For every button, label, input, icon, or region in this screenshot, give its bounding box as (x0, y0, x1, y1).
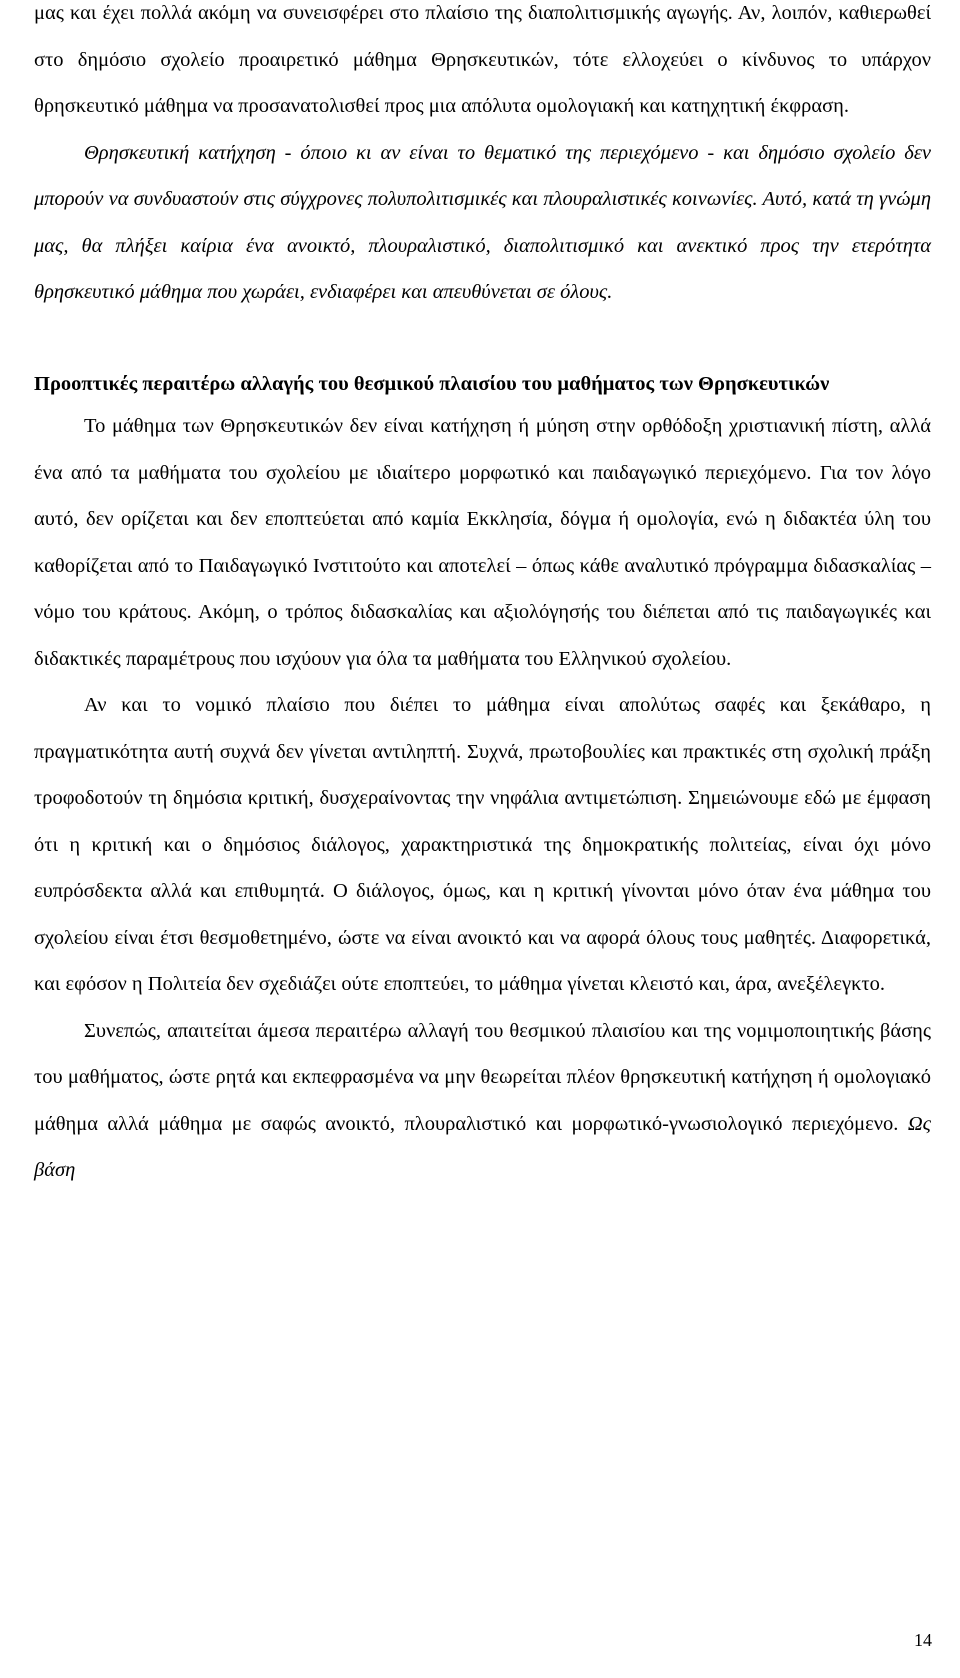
paragraph-3-italic-tail: Ως βάση (34, 1112, 931, 1181)
paragraph-3-text: Συνεπώς, απαιτείται άμεσα περαιτέρω αλλαγή του θεσμικού πλαισίου και της νομιμοποιητικής βάσης του μαθήματος, ώστε ρητά και εκπεφρασμένα να μην θεωρείται πλέον θρησκευτική κατήχηση ή ομολογιακό μάθημα αλλά μάθημα με σαφώς ανοικτό, πλουραλιστικό και μορφωτικό-γνωσιολογικό περιεχόμενο. (34, 1019, 931, 1135)
section-heading: Προοπτικές περαιτέρω αλλαγής του θεσμικού πλαισίου του μαθήματος των Θρησκευτικών (34, 372, 830, 395)
paragraph-italic: Θρησκευτική κατήχηση - όποιο κι αν είναι το θεματικό της περιεχόμενο - και δημόσιο σχολείο δεν μπορούν να συνδυαστούν στις σύγχρονες πολυπολιτισμικές και πλουραλιστικές κοινωνίες. Αυτό, κατά τη γνώμη μας, θα πλήξει καίρια ένα ανοικτό, πλουραλιστικό, διαπολιτισμικό και ανεκτικό προς την ετερότητα θρησκευτικό μάθημα που χωράει, ενδιαφέρει και απευθύνεται σε όλους. (34, 141, 931, 303)
paragraph-3 (34, 1008, 931, 1194)
paragraph-2: Αν και το νομικό πλαίσιο που διέπει το μάθημα είναι απολύτως σαφές και ξεκάθαρο, η πραγματικότητα αυτή συχνά δεν γίνεται αντιληπτή. Συχνά, πρωτοβουλίες και πρακτικές στη σχολική πράξη τροφοδοτούν τη δημόσια κριτική, δυσχεραίνοντας την νηφάλια αντιμετώπιση. Σημειώνουμε εδώ με έμφαση ότι η κριτική και ο δημόσιος διάλογος, χαρακτηριστικά της δημοκρατικής πολιτείας, είναι όχι μόνο ευπρόσδεκτα αλλά και επιθυμητά. Ο διάλογος, όμως, και η κριτική γίνονται μόνο όταν ένα μάθημα του σχολείου είναι έτσι θεσμοθετημένο, ώστε να είναι ανοικτό και να αφορά όλους τους μαθητές. Διαφορετικά, και εφόσον η Πολιτεία δεν σχεδιάζει ούτε εποπτεύει, το μάθημα γίνεται κλειστό και, άρα, ανεξέλεγκτο. (34, 694, 931, 995)
paragraph-continuation: μας και έχει πολλά ακόμη να συνεισφέρει στο πλαίσιο της διαπολιτισμικής αγωγής. Αν, λοιπόν, καθιερωθεί στο δημόσιο σχολείο προαιρετικό μάθημα Θρησκευτικών, τότε ελλοχεύει ο κίνδυνος το υπάρχον θρησκευτικό μάθημα να προσανατολισθεί προς μια απόλυτα ομολογιακή και κατηχητική έκφραση. (34, 2, 931, 117)
paragraph-1: Το μάθημα των Θρησκευτικών δεν είναι κατήχηση ή μύηση στην ορθόδοξη χριστιανική πίστη, αλλά ένα από τα μαθήματα του σχολείου με ιδιαίτερο μορφωτικό και παιδαγωγικό περιεχόμενο. Για τον λόγο αυτό, δεν ορίζεται και δεν εποπτεύεται από καμία Εκκλησία, δόγμα ή ομολογία, ενώ η διδακτέα ύλη του καθορίζεται από το Παιδαγωγικό Ινστιτούτο και αποτελεί – όπως κάθε αναλυτικό πρόγραμμα διδασκαλίας – νόμο του κράτους. Ακόμη, ο τρόπος διδασκαλίας και αξιολόγησής του διέπεται από τις παιδαγωγικές και διδακτικές παραμέτρους που ισχύουν για όλα τα μαθήματα του Ελληνικού σχολείου. (34, 415, 931, 670)
page-number: 14 (914, 1630, 932, 1650)
document-page (34, 0, 931, 1194)
